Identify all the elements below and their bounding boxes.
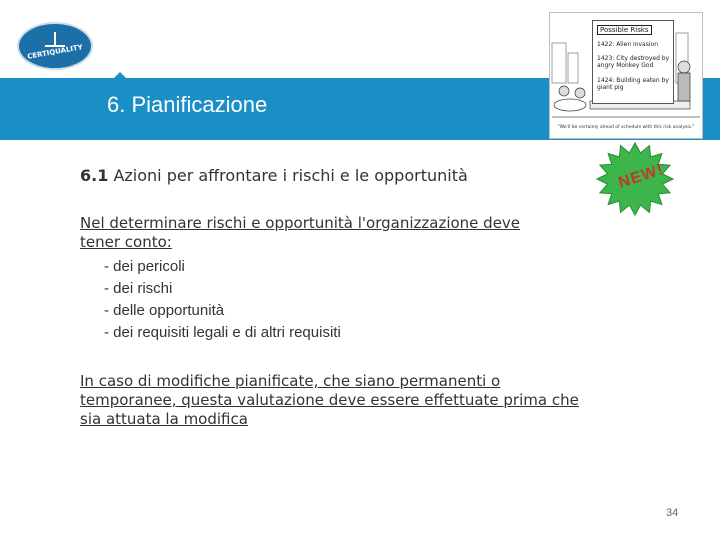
risk-poster bbox=[592, 20, 674, 104]
section-heading bbox=[80, 166, 468, 185]
cartoon-image bbox=[549, 12, 703, 139]
list-item: - dei rischi bbox=[104, 280, 173, 297]
cartoon-caption: "We'll be certainly ahead of schedule with this risk analysis." bbox=[557, 125, 695, 130]
slide-title: 6. Pianificazione bbox=[107, 92, 268, 117]
section-title: Azioni per affrontare i rischi e le opportunità bbox=[113, 166, 468, 185]
section-number: 6.1 bbox=[80, 166, 109, 185]
poster-item: 1422: Alien invasion bbox=[597, 41, 659, 48]
logo-text: CERTIQUALITY bbox=[26, 43, 84, 61]
note-paragraph bbox=[80, 372, 579, 429]
note-line: sia attuata la modifica bbox=[80, 410, 248, 428]
poster-title: Possible Risks bbox=[597, 25, 652, 35]
intro-line: Nel determinare rischi e opportunità l'organizzazione deve bbox=[80, 214, 521, 232]
intro-line: tener conto: bbox=[80, 233, 172, 251]
intro-paragraph bbox=[80, 214, 520, 252]
note-line: temporanee, questa valutazione deve essere effettuate prima che bbox=[80, 391, 579, 409]
certiquality-logo bbox=[17, 22, 93, 70]
badge-text: NEW! bbox=[616, 161, 666, 192]
list-item: - dei pericoli bbox=[104, 258, 185, 275]
requirements-list bbox=[104, 256, 341, 344]
list-item: - delle opportunità bbox=[104, 302, 225, 319]
page-number: 34 bbox=[666, 507, 679, 519]
new-badge bbox=[590, 140, 680, 218]
note-line: In caso di modifiche pianificate, che siano permanenti o bbox=[80, 372, 501, 390]
poster-item: 1423: City destroyed by angry Monkey God bbox=[597, 55, 670, 69]
poster-item: 1424: Building eaten by giant pig bbox=[597, 77, 669, 91]
list-item: - dei requisiti legali e di altri requisiti bbox=[104, 324, 341, 341]
